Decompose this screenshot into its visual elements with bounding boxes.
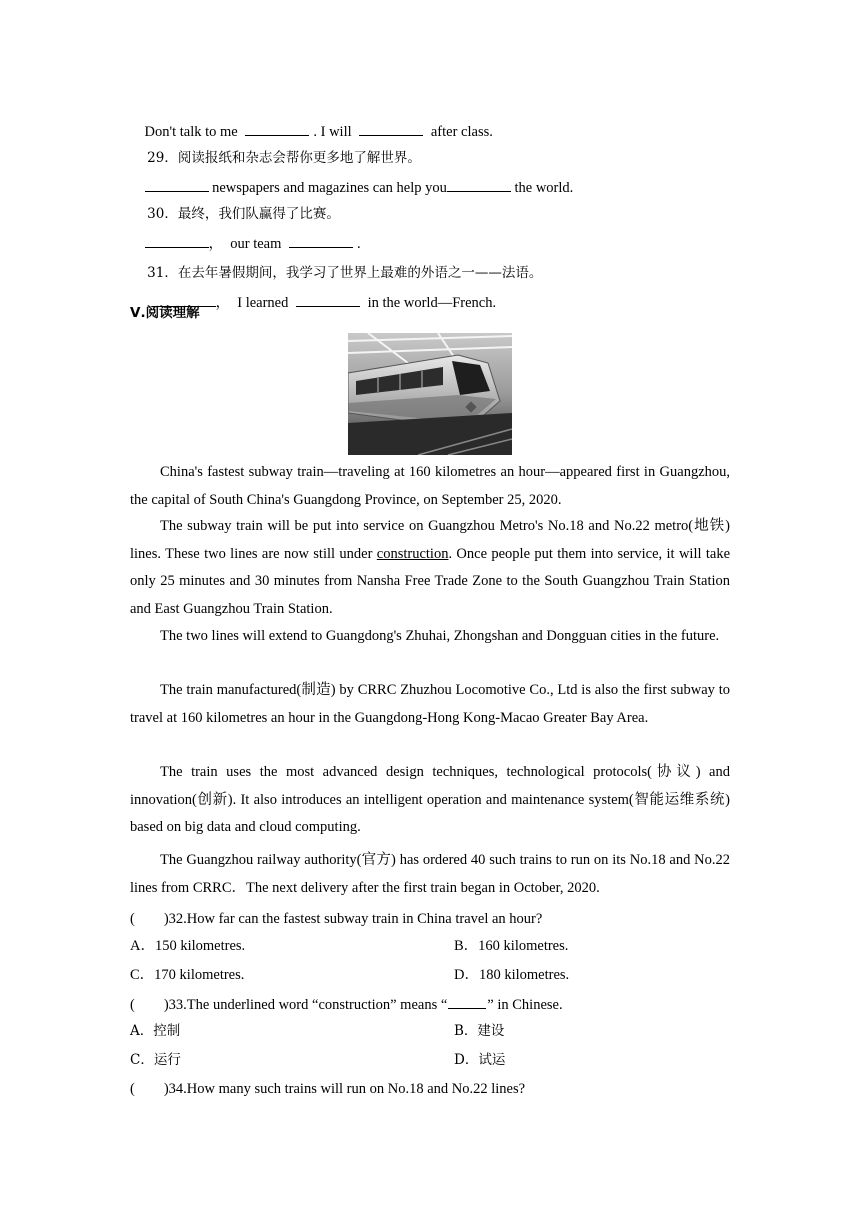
section-title: Ⅴ.阅读理解 [130,305,200,321]
answer-text: . [357,236,361,252]
question-33-stem [130,995,563,1014]
question-32-option-d[interactable]: D．180 kilometres. [454,967,570,983]
question-32-option-a[interactable]: A．150 kilometres. [130,938,246,954]
answer-text: newspapers and magazines can help you [208,180,447,196]
question-text: ” in Chinese. [487,997,563,1013]
passage-paragraph-6: The Guangzhou railway authority(官方) has ordered 40 such trains to run on its No.18 and No.22 lines from CRRC．The next delivery after the first train began in October, 2020. [130,852,730,896]
answer-blank[interactable] [296,293,360,307]
exercise-number: 29． [147,150,178,166]
question-33-option-a[interactable]: A．控制 [130,1023,181,1039]
passage-paragraph-5: The train uses the most advanced design techniques, technological protocols(协议) and innovation(创新). It also introduces an intelligent operation and maintenance system(智能运维系统) based on big data and cloud computing. [130,764,730,835]
question-32-option-c[interactable]: C．170 kilometres. [130,967,245,983]
exercise-prompt: 最终，我们队赢得了比赛。 [177,206,340,222]
passage-paragraph-4: The train manufactured(制造) by CRRC Zhuzhou Locomotive Co., Ltd is also the first subway to travel at 160 kilometres an hour in the Guangdong-Hong Kong-Macao Greater Bay Area. [130,682,730,726]
underlined-word: construction [376,545,449,562]
passage-paragraph-1: China's fastest subway train—traveling at 160 kilometres an hour—appeared first in Guangzhou, the capital of South China's Guangdong Province, on September 25, 2020. [130,464,730,508]
answer-text: after class. [427,124,493,140]
answer-text: Don't talk to me [144,124,242,140]
exercise-number: 31． [147,265,178,281]
exercise-prompt: 在去年暑假期间，我学习了世界上最难的外语之一——法语。 [177,265,543,281]
question-32-option-b[interactable]: B．160 kilometres. [454,938,569,954]
exercise-number: 30． [147,206,178,222]
paragraph-text: . Once people put them into service, it will take only 25 minutes and 30 minutes from Nansha Free Trade Zone to the South Guangzhou Train Station and East Guangzhou Train Station. [130,545,730,617]
question-32-stem: ( )32.How far can the fastest subway train in China travel an hour? [130,911,543,927]
answer-text: the world. [510,180,574,196]
answer-text: ， our team [208,236,286,252]
answer-text: in the world—French. [364,295,497,311]
passage-paragraph-3: The two lines will extend to Guangdong's Zhuhai, Zhongshan and Dongguan cities in the future. [160,628,720,644]
question-33-option-c[interactable]: C．运行 [130,1052,181,1068]
exercise-prompt: 阅读报纸和杂志会帮你更多地了解世界。 [177,150,421,166]
paragraph-text: The subway train will be put into service on Guangzhou Metro's No.18 and No.22 metro(地铁) lines. These two lines are now still under [130,518,730,562]
subway-train-photo [348,333,512,455]
answer-blank[interactable] [447,178,511,192]
answer-blank[interactable] [448,995,486,1009]
question-33-option-d[interactable]: D．试运 [454,1052,506,1068]
question-34-stem: ( )34.How many such trains will run on No.18 and No.22 lines? [130,1081,526,1097]
question-33-option-b[interactable]: B．建设 [454,1023,505,1039]
answer-text: ， I learned [215,295,292,311]
answer-text: . I will [313,124,356,140]
question-text: ( )33.The underlined word “construction” means “ [130,997,448,1013]
passage-paragraph-2 [130,513,730,623]
